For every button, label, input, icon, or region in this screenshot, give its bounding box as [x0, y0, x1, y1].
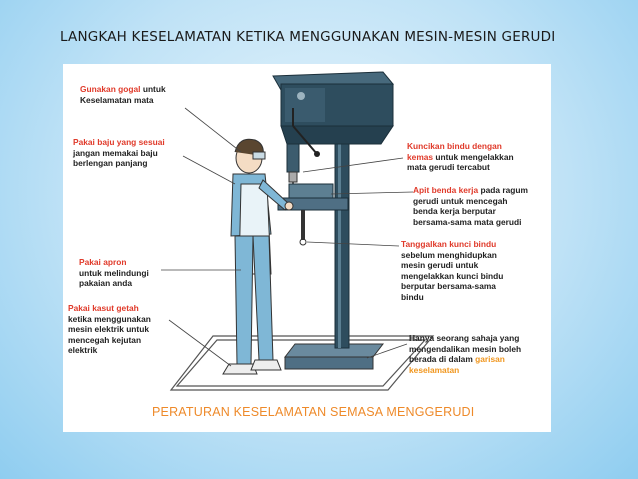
drill-column	[335, 124, 349, 348]
drill-base	[285, 344, 383, 369]
label-apron: Pakai apron untuk melindungi pakaian anda	[79, 257, 149, 288]
drill-head	[273, 72, 393, 144]
figure-caption: PERATURAN KESELAMATAN SEMASA MENGGERUDI	[152, 405, 475, 419]
slide-title: LANGKAH KESELAMATAN KETIKA MENGGUNAKAN MESIN-MESIN GERUDI	[60, 29, 556, 45]
operator-figure	[223, 139, 293, 374]
label-clothes: Pakai baju yang sesuai jangan memakai baju berlengan panjang	[73, 137, 165, 168]
label-shoes: Pakai kasut getah ketika menggunakan mesin elektrik untuk mencegah kejutan elektrik	[68, 303, 151, 355]
label-chuck: Kuncikan bindu dengan kemas untuk mengelakkan mata gerudi tercabut	[407, 141, 514, 172]
label-chuck-key: Tanggalkan kunci bindu sebelum menghidupkan mesin gerudi untuk mengelakkan kunci bindu berputar bersama-sama bindu	[401, 239, 504, 302]
illustration-panel	[63, 64, 551, 432]
label-vise: Apit benda kerja pada ragum gerudi untuk mencegah benda kerja berputar bersama-sama mata gerudi	[413, 185, 528, 227]
label-goggles: Gunakan gogal untuk Keselamatan mata	[80, 84, 166, 105]
label-operator: Hanya seorang sahaja yang mengendalikan mesin boleh berada di dalam garisan keselamatan	[409, 333, 522, 375]
